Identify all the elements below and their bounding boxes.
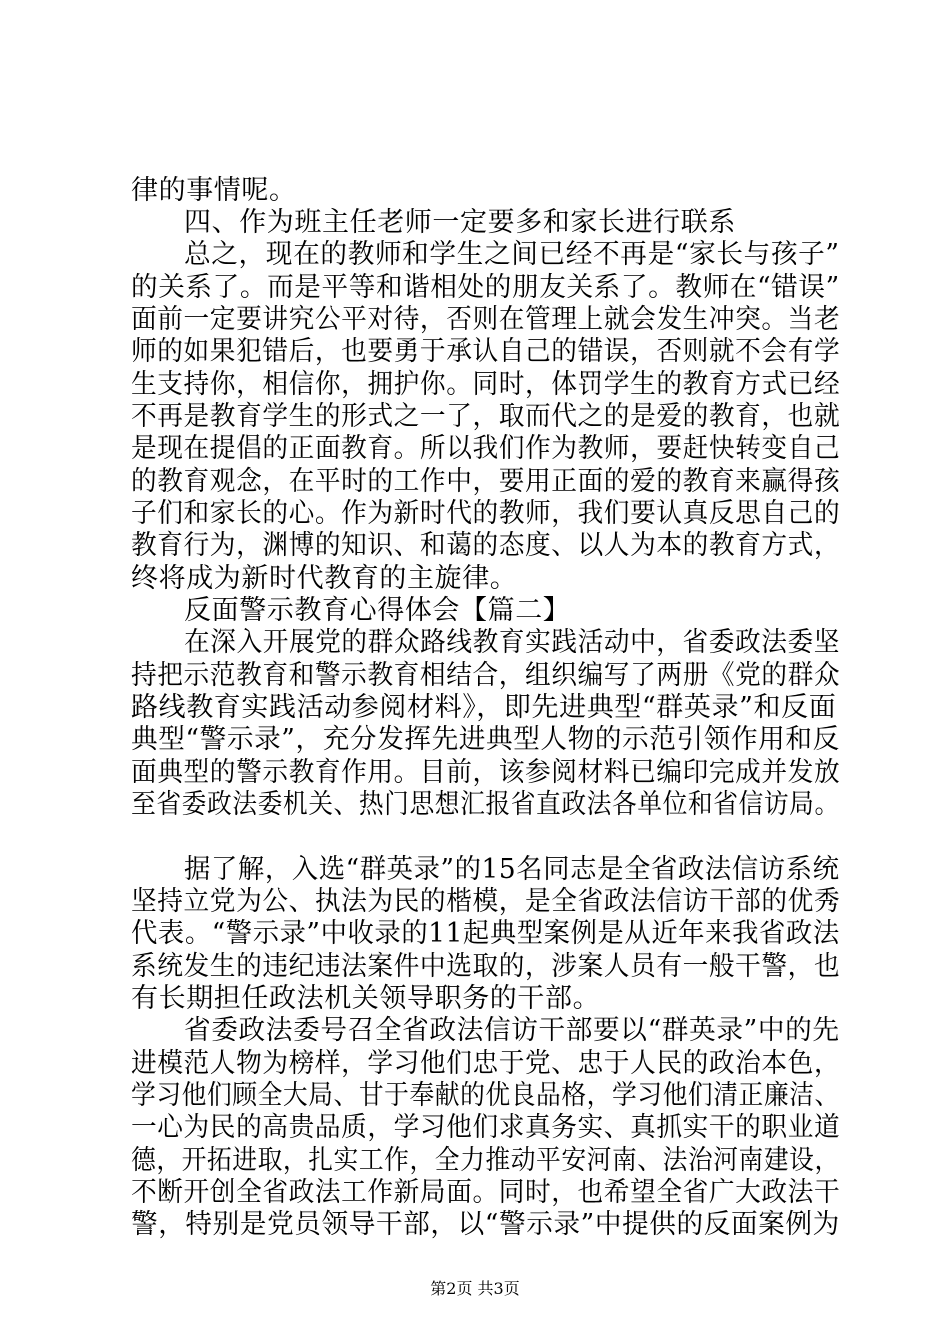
paragraph-line: 省委政法委号召全省政法信访干部要以“群英录”中的先 — [184, 1015, 840, 1046]
paragraph-line: 路线教育实践活动参阅材料》，即先进典型“群英录”和反面 — [131, 692, 837, 723]
paragraph-line: 的关系了。而是平等和谐相处的朋友关系了。教师在“错误” — [131, 272, 840, 303]
paragraph-line: 坚持立党为公、执法为民的楷模，是全省政法信访干部的优秀 — [131, 886, 841, 917]
paragraph-line: 面典型的警示教育作用。目前，该参阅材料已编印完成并发放 — [131, 757, 841, 788]
paragraph-line: 终将成为新时代教育的主旋律。 — [131, 563, 518, 594]
section-heading: 反面警示教育心得体会【篇二】 — [184, 595, 571, 626]
paragraph-line: 代表。“警示录”中收录的11起典型案例是从近年来我省政法 — [131, 918, 840, 949]
paragraph-line: 子们和家长的心。作为新时代的教师，我们要认真反思自己的 — [131, 498, 841, 529]
paragraph-line: 一心为民的高贵品质，学习他们求真务实、真抓实干的职业道 — [131, 1112, 841, 1143]
paragraph-line: 不再是教育学生的形式之一了，取而代之的是爱的教育，也就 — [131, 401, 841, 432]
paragraph-line: 师的如果犯错后，也要勇于承认自己的错误，否则就不会有学 — [131, 336, 841, 367]
paragraph-line: 的教育观念，在平时的工作中，要用正面的爱的教育来赢得孩 — [131, 466, 841, 497]
paragraph-line: 学习他们顾全大局、甘于奉献的优良品格，学习他们清正廉洁、 — [131, 1080, 840, 1111]
paragraph-line: 典型“警示录”，充分发挥先进典型人物的示范引领作用和反 — [131, 724, 840, 755]
paragraph-line: 在深入开展党的群众路线教育实践活动中，省委政法委坚 — [184, 627, 840, 658]
section-heading: 四、作为班主任老师一定要多和家长进行联系 — [184, 207, 736, 238]
paragraph-line: 律的事情呢。 — [131, 175, 297, 206]
paragraph-line: 系统发生的违纪违法案件中选取的，涉案人员有一般干警，也 — [131, 951, 841, 982]
page-number-footer: 第2页 共3页 — [430, 1279, 520, 1298]
paragraph-line: 不断开创全省政法工作新局面。同时，也希望全省广大政法干 — [131, 1177, 841, 1208]
paragraph-line: 德，开拓进取，扎实工作，全力推动平安河南、法治河南建设， — [131, 1145, 840, 1176]
paragraph-line: 至省委政法委机关、热门思想汇报省直政法各单位和省信访局。 — [131, 789, 840, 820]
paragraph-line: 教育行为，渊博的知识、和蔼的态度、以人为本的教育方式， — [131, 530, 841, 561]
paragraph-line: 是现在提倡的正面教育。所以我们作为教师，要赶快转变自己 — [131, 433, 841, 464]
paragraph-line: 持把示范教育和警示教育相结合，组织编写了两册《党的群众 — [131, 660, 841, 691]
paragraph-line: 有长期担任政法机关领导职务的干部。 — [131, 983, 601, 1014]
paragraph-line: 进模范人物为榜样，学习他们忠于党、忠于人民的政治本色， — [131, 1048, 841, 1079]
paragraph-line: 面前一定要讲究公平对待，否则在管理上就会发生冲突。当老 — [131, 304, 841, 335]
paragraph-line: 生支持你，相信你，拥护你。同时，体罚学生的教育方式已经 — [131, 369, 841, 400]
paragraph-line: 警，特别是党员领导干部，以“警示录”中提供的反面案例为 — [131, 1209, 840, 1240]
paragraph-line: 据了解，入选“群英录”的15名同志是全省政法信访系统 — [184, 854, 840, 885]
paragraph-line: 总之，现在的教师和学生之间已经不再是“家长与孩子” — [184, 239, 840, 270]
